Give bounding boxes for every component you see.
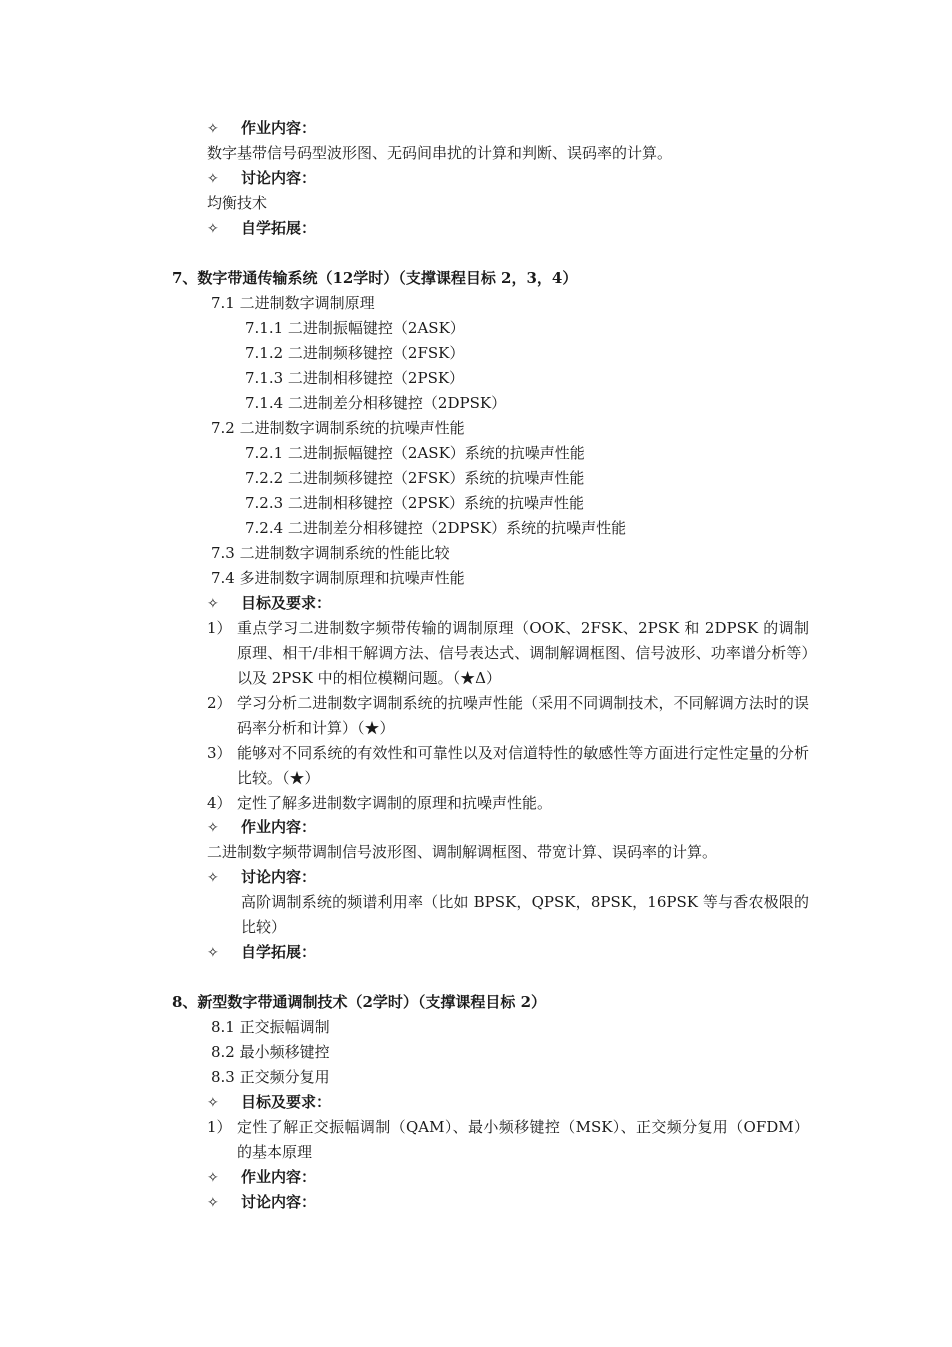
subsection-7-4: 7.4 多进制数字调制原理和抗噪声性能 <box>211 569 465 587</box>
discussion-heading: ✧ 讨论内容： <box>207 865 316 891</box>
diamond-bullet-icon: ✧ <box>207 820 219 836</box>
subsection-7-1-1: 7.1.1 二进制振幅键控（2ASK） <box>245 319 465 337</box>
discussion-text: 均衡技术 <box>207 194 268 212</box>
homework-text: 数字基带信号码型波形图、无码间串扰的计算和判断、误码率的计算。 <box>207 144 673 162</box>
discussion-heading: ✧ 讨论内容： <box>207 1190 316 1216</box>
goal-item: 3） 能够对不同系统的有效性和可靠性以及对信道特性的敏感性等方面进行定性定量的分析比较。（★） <box>207 744 809 787</box>
diamond-bullet-icon: ✧ <box>207 1195 219 1211</box>
section-7-title: 7、数字带通传输系统（12学时）（支撑课程目标 2，3，4） <box>172 269 578 287</box>
subsection-7-1-4: 7.1.4 二进制差分相移键控（2DPSK） <box>245 394 507 412</box>
goal-item: 1） 定性了解正交振幅调制（QAM）、最小频移键控（MSK）、正交频分复用（OFDM）的基本原理 <box>207 1118 809 1161</box>
subsection-8-1: 8.1 正交振幅调制 <box>211 1018 330 1036</box>
goals-heading: ✧ 目标及要求： <box>207 591 331 617</box>
diamond-bullet-icon: ✧ <box>207 171 219 187</box>
goals-list <box>207 1115 809 1165</box>
homework-text: 二进制数字频带调制信号波形图、调制解调框图、带宽计算、误码率的计算。 <box>207 843 718 861</box>
subsection-7-2-4: 7.2.4 二进制差分相移键控（2DPSK）系统的抗噪声性能 <box>245 519 627 537</box>
subsection-8-3: 8.3 正交频分复用 <box>211 1068 330 1086</box>
goals-list <box>207 616 809 816</box>
diamond-bullet-icon: ✧ <box>207 121 219 137</box>
discussion-text: 高阶调制系统的频谱利用率（比如 BPSK，QPSK，8PSK，16PSK 等与香农极限的比较） <box>241 893 809 936</box>
subsection-7-1: 7.1 二进制数字调制原理 <box>211 294 375 312</box>
goal-item: 4） 定性了解多进制数字调制的原理和抗噪声性能。 <box>207 794 553 812</box>
subsection-7-2: 7.2 二进制数字调制系统的抗噪声性能 <box>211 419 465 437</box>
self-study-heading: ✧ 自学拓展： <box>207 216 316 242</box>
subsection-7-1-3: 7.1.3 二进制相移键控（2PSK） <box>245 369 465 387</box>
subsection-7-2-1: 7.2.1 二进制振幅键控（2ASK）系统的抗噪声性能 <box>245 444 585 462</box>
subsection-7-1-2: 7.1.2 二进制频移键控（2FSK） <box>245 344 465 362</box>
diamond-bullet-icon: ✧ <box>207 221 219 237</box>
goal-item: 2） 学习分析二进制数字调制系统的抗噪声性能（采用不同调制技术，不同解调方法时的误码率分析和计算）（★） <box>207 694 809 737</box>
goal-item: 1） 重点学习二进制数字频带传输的调制原理（OOK、2FSK、2PSK 和 2DPSK 的调制原理、相干/非相干解调方法、信号表达式、调制解调框图、信号波形、功率谱分析等）以及 2PSK 中的相位模糊问题。（★Δ） <box>207 619 809 687</box>
subsection-7-2-2: 7.2.2 二进制频移键控（2FSK）系统的抗噪声性能 <box>245 469 585 487</box>
homework-heading: ✧ 作业内容： <box>207 815 316 841</box>
goals-heading: ✧ 目标及要求： <box>207 1090 331 1116</box>
diamond-bullet-icon: ✧ <box>207 596 219 612</box>
self-study-heading: ✧ 自学拓展： <box>207 940 316 966</box>
diamond-bullet-icon: ✧ <box>207 870 219 886</box>
subsection-7-3: 7.3 二进制数字调制系统的性能比较 <box>211 544 450 562</box>
subsection-8-2: 8.2 最小频移键控 <box>211 1043 330 1061</box>
diamond-bullet-icon: ✧ <box>207 945 219 961</box>
homework-heading: ✧ 作业内容： <box>207 1165 316 1191</box>
subsection-7-2-3: 7.2.3 二进制相移键控（2PSK）系统的抗噪声性能 <box>245 494 585 512</box>
discussion-heading: ✧ 讨论内容： <box>207 166 316 192</box>
homework-heading: ✧ 作业内容： <box>207 116 316 142</box>
section-8-title: 8、新型数字带通调制技术（2学时）（支撑课程目标 2） <box>172 993 547 1011</box>
diamond-bullet-icon: ✧ <box>207 1170 219 1186</box>
diamond-bullet-icon: ✧ <box>207 1095 219 1111</box>
